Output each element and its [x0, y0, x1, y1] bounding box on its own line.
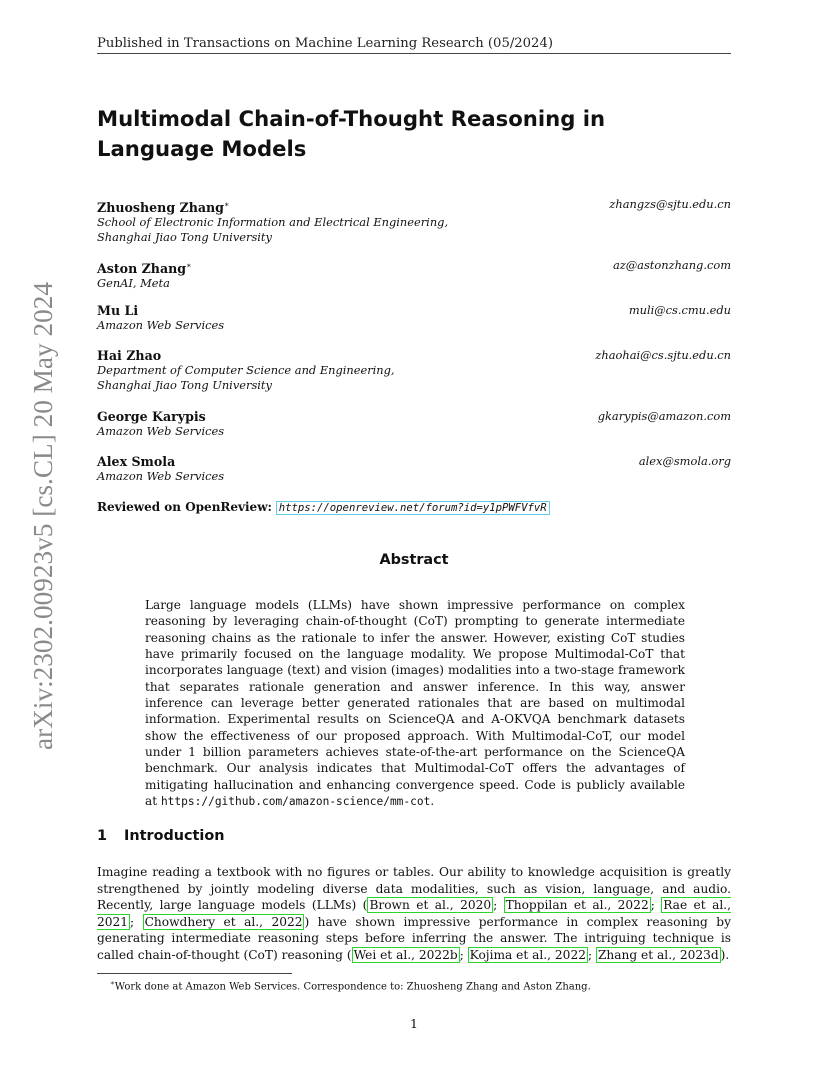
page-number: 1 [410, 1016, 418, 1031]
author-affiliation: Amazon Web Services [97, 424, 225, 438]
openreview-label: Reviewed on OpenReview: [97, 500, 272, 514]
abstract-text: Large language models (LLMs) have shown impressive performance on complex reasoning by leveraging chain-of-thought (CoT) prompting to generate intermediate reasoning chains as the rationale to infer the answer. However, existing CoT studies have primarily focused on the language modality. We propose Multimodal-CoT that incorporates language (text) and vision (images) modalities into a two-stage framework that separates rationale generation and answer inference. In this way, answer inference can leverage better generated rationales that are based on multimodal information. Experimental results on ScienceQA and A-OKVQA benchmark datasets show the effectiveness of our proposed approach. With Multimodal-CoT, our model under 1 billion parameters achieves state-of-the-art performance on the ScienceQA benchmark. Our analysis indicates that Multimodal-CoT offers the advantages of mitigating hallucination and enhancing convergence speed. Code is publicly available at [145, 598, 685, 809]
author-name: Hai Zhao [97, 348, 162, 363]
running-header: Published in Transactions on Machine Learning Research (05/2024) [97, 36, 553, 51]
author-block [97, 258, 731, 291]
author-block [97, 197, 731, 245]
author-affiliation: Shanghai Jiao Tong University [97, 378, 272, 392]
author-affiliation: Amazon Web Services [97, 318, 225, 332]
paper-title [97, 104, 657, 164]
abstract-heading: Abstract [379, 552, 449, 568]
title-line-2: Language Models [97, 136, 307, 161]
citation-link[interactable]: Wei et al., 2022b [353, 947, 458, 962]
author-email[interactable]: gkarypis@amazon.com [597, 409, 731, 423]
author-block [97, 303, 731, 333]
citation-link[interactable]: Thoppilan et al., 2022 [505, 898, 649, 912]
author-email[interactable]: zhaohai@cs.sjtu.edu.cn [595, 348, 731, 362]
author-email[interactable]: az@astonzhang.com [612, 258, 731, 272]
author-block [97, 348, 731, 393]
author-affiliation: School of Electronic Information and Electrical Engineering, [97, 215, 449, 230]
author-name: Mu Li [97, 303, 139, 318]
footnote: ∗Work done at Amazon Web Services. Correspondence to: Zhuosheng Zhang and Aston Zhang. [110, 979, 591, 993]
abstract-body: Large language models (LLMs) have shown impressive performance on complex reasoning by leveraging chain-of-thought (CoT) prompting to generate intermediate reasoning chains as the rationale to infer the answer. However, existing CoT studies have primarily focused on the language modality. We propose Multimodal-CoT that incorporates language (text) and vision (images) modalities into a two-stage framework that separates rationale generation and answer inference. In this way, answer inference can leverage better generated rationales that are based on multimodal information. Experimental results on ScienceQA and A-OKVQA benchmark datasets show the effectiveness of our proposed approach. With Multimodal-CoT, our model under 1 billion parameters achieves state-of-the-art performance on the ScienceQA benchmark. Our analysis indicates that Multimodal-CoT offers the advantages of mitigating hallucination and enhancing convergence speed. Code is publicly available at https://github.com/amazon-science/mm-cot. [145, 598, 685, 809]
arxiv-stamp-text: arXiv:2302.00923v5 [cs.CL] 20 May 2024 [28, 286, 58, 750]
author-email[interactable]: alex@smola.org [638, 454, 731, 468]
section-heading [97, 828, 224, 844]
author-name: George Karypis [97, 409, 206, 424]
section-number: 1 [97, 828, 108, 844]
footnote-rule [97, 973, 292, 974]
author-name: Aston Zhang∗ [97, 261, 192, 277]
citation-link[interactable]: Kojima et al., 2022 [469, 947, 586, 962]
header-rule [97, 53, 731, 54]
intro-paragraph: Imagine reading a textbook with no figures or tables. Our ability to knowledge acquisition is greatly strengthened by jointly modeling diverse data modalities, such as vision, language, and audio. Recently, large language models (LLMs) ( Brown et al., 2020 ; Thoppilan et al., 2022 ; Rae et al., 2021 ; Chowdhery et al., 2022 ) have shown impressive performance in complex reasoning by generating intermediate reasoning steps before inferring the answer. The intriguing technique is called chain-of-thought (CoT) reasoning ( Wei et al., 2022b ; Kojima et al., 2022 ; Zhang et al., 2023d ). [97, 865, 731, 962]
openreview-link[interactable]: https://openreview.net/forum?id=y1pPWFVfvR [276, 501, 550, 515]
author-block [97, 409, 731, 439]
author-affiliation: Amazon Web Services [97, 469, 225, 483]
arxiv-side-stamp [12, 280, 62, 750]
openreview-line [97, 500, 550, 516]
author-block [97, 454, 731, 484]
citation-link[interactable]: Zhang et al., 2023d [597, 947, 719, 962]
author-affiliation: GenAI, Meta [97, 276, 170, 291]
title-line-1: Multimodal Chain-of-Thought Reasoning in [97, 106, 606, 131]
author-email[interactable]: muli@cs.cmu.edu [628, 303, 731, 317]
citation-link[interactable]: Chowdhery et al., 2022 [144, 914, 303, 929]
author-name: Zhuosheng Zhang∗ [97, 200, 230, 216]
author-name: Alex Smola [97, 454, 176, 469]
citation-link[interactable]: Rae et al., 2021 [97, 898, 731, 929]
code-link[interactable]: https://github.com/amazon-science/mm-cot [160, 795, 431, 809]
author-email[interactable]: zhangzs@sjtu.edu.cn [609, 197, 731, 211]
author-affiliation: Shanghai Jiao Tong University [97, 230, 272, 245]
citation-link[interactable]: Brown et al., 2020 [369, 898, 492, 912]
section-title: Introduction [124, 828, 225, 844]
author-affiliation: Department of Computer Science and Engineering, [97, 363, 395, 377]
